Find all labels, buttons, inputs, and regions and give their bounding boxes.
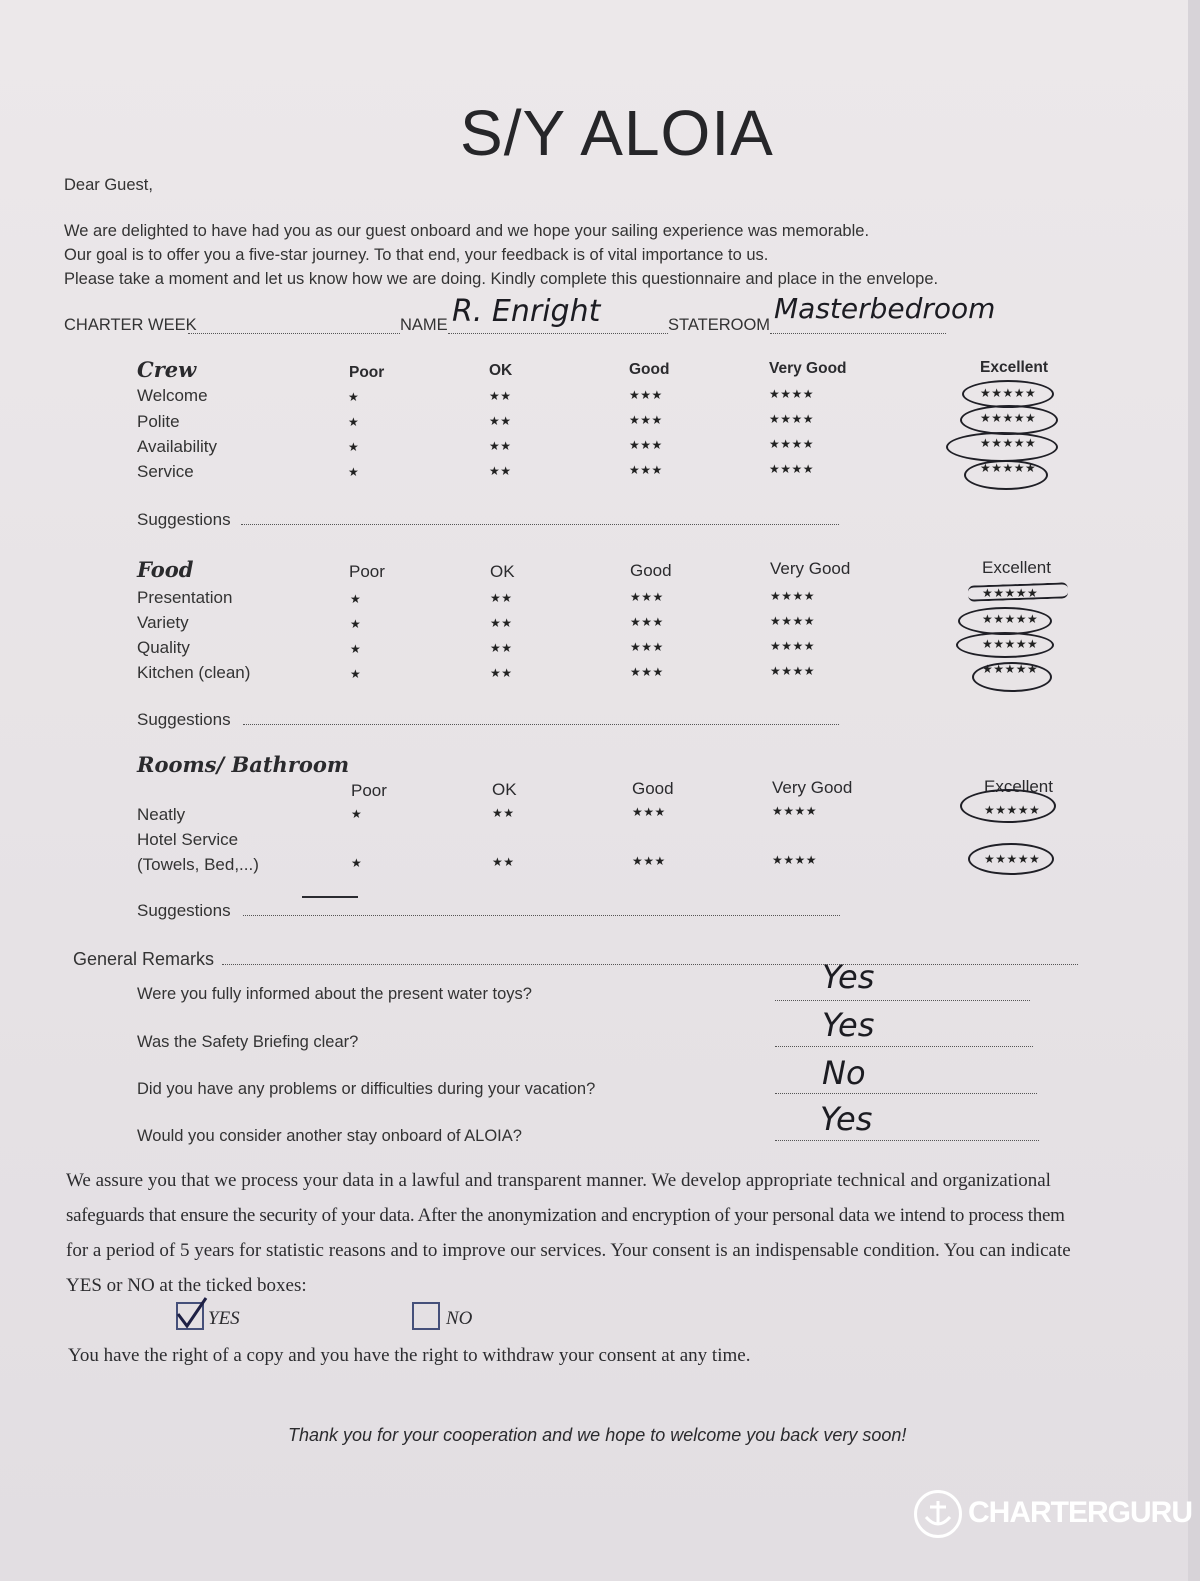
consent-yes-checkbox[interactable] [176, 1302, 204, 1330]
name-handwritten: R. Enright [452, 294, 601, 329]
crew-header-excellent: Excellent [980, 359, 1049, 376]
food-header-poor: Poor [349, 562, 385, 581]
intro-line-1: We are delighted to have had you as our guest onboard and we hope your sailing experience was memorable. [64, 222, 870, 240]
answer-field-safety-briefing[interactable] [775, 1046, 1033, 1047]
food-variety-1-star[interactable]: ★ [350, 617, 362, 631]
intro-line-2: Our goal is to offer you a five-star journey. To that end, your feedback is of vital importance to us. [64, 246, 769, 264]
question-water-toys: Were you fully informed about the present water toys? [137, 985, 532, 1003]
general-remarks-label: General Remarks [73, 949, 215, 969]
food-presentation-2-star[interactable]: ★★ [490, 591, 513, 605]
rooms-neatly-excellent-mark [960, 789, 1056, 823]
rooms-hotel-service-2-star[interactable]: ★★ [492, 855, 515, 869]
consent-yes-label: YES [208, 1308, 240, 1329]
rooms-header-good: Good [632, 779, 674, 798]
food-header-good: Good [630, 561, 672, 580]
rooms-hotel-service-3-star[interactable]: ★★★ [632, 854, 666, 868]
food-variety-excellent-mark [958, 607, 1052, 635]
consent-no-checkbox[interactable] [412, 1302, 440, 1330]
answer-water-toys: Yes [822, 958, 875, 996]
food-suggestions-label: Suggestions [137, 710, 231, 729]
general-remarks-field[interactable] [222, 964, 1078, 965]
name-field[interactable] [448, 333, 668, 334]
crew-header-poor: Poor [349, 364, 385, 381]
stateroom-handwritten: Masterbedroom [774, 292, 996, 325]
food-variety-3-star[interactable]: ★★★ [630, 615, 664, 629]
stray-pen-mark [302, 896, 358, 898]
watermark-text: CHARTERGURU [968, 1496, 1192, 1529]
crew-availability-2-star[interactable]: ★★ [489, 439, 512, 453]
privacy-line-1: We assure you that we process your data in a lawful and transparent manner. We develop appropriate technical and organizational [66, 1170, 1051, 1191]
rooms-neatly-2-star[interactable]: ★★ [492, 806, 515, 820]
privacy-line-3: for a period of 5 years for statistic reasons and to improve our services. Your consent is an indispensable condition. You can indicate [66, 1240, 1071, 1261]
question-another-stay: Would you consider another stay onboard of ALOIA? [137, 1127, 522, 1145]
rooms-header-ok: OK [492, 780, 517, 799]
rooms-suggestions-field[interactable] [243, 915, 840, 916]
food-row-presentation: Presentation [137, 588, 233, 607]
paper-edge [1188, 0, 1200, 1581]
crew-row-welcome: Welcome [137, 386, 208, 405]
privacy-line-2: safeguards that ensure the security of your data. After the anonymization and encryption of your personal data we intend to process them [66, 1205, 1065, 1226]
food-presentation-5-star[interactable]: ★★★★★ [982, 586, 1039, 600]
rooms-hotel-service-4-star[interactable]: ★★★★ [772, 853, 818, 867]
crew-polite-5-star[interactable]: ★★★★★ [980, 411, 1037, 425]
rooms-hotel-service-1-star[interactable]: ★ [351, 856, 363, 870]
answer-field-water-toys[interactable] [775, 1000, 1030, 1001]
question-problems: Did you have any problems or difficulties during your vacation? [137, 1080, 596, 1098]
rooms-row-towels-bed: (Towels, Bed,...) [137, 855, 259, 874]
crew-availability-4-star[interactable]: ★★★★ [769, 437, 815, 451]
rooms-row-hotel-service: Hotel Service [137, 830, 239, 849]
crew-service-1-star[interactable]: ★ [348, 465, 360, 479]
crew-welcome-3-star[interactable]: ★★★ [629, 388, 663, 402]
rooms-neatly-4-star[interactable]: ★★★★ [772, 804, 818, 818]
intro-line-3: Please take a moment and let us know how we are doing. Kindly complete this questionnaire and place in the envelope. [64, 270, 939, 288]
food-presentation-4-star[interactable]: ★★★★ [770, 589, 816, 603]
crew-polite-excellent-mark [960, 405, 1058, 435]
crew-availability-3-star[interactable]: ★★★ [629, 438, 663, 452]
crew-service-4-star[interactable]: ★★★★ [769, 462, 815, 476]
stateroom-label: STATEROOM [668, 316, 771, 334]
crew-welcome-excellent-mark [962, 380, 1054, 408]
food-kitchen-4-star[interactable]: ★★★★ [770, 664, 816, 678]
food-quality-4-star[interactable]: ★★★★ [770, 639, 816, 653]
name-label: NAME [400, 316, 448, 334]
privacy-rights: You have the right of a copy and you have the right to withdraw your consent at any time. [68, 1345, 751, 1366]
food-quality-excellent-mark [956, 632, 1054, 658]
food-presentation-3-star[interactable]: ★★★ [630, 590, 664, 604]
greeting: Dear Guest, [64, 176, 153, 194]
answer-field-problems[interactable] [775, 1093, 1037, 1094]
question-safety-briefing: Was the Safety Briefing clear? [137, 1033, 359, 1051]
food-variety-2-star[interactable]: ★★ [490, 616, 513, 630]
food-header-ok: OK [490, 562, 515, 581]
food-row-variety: Variety [137, 613, 189, 632]
rooms-row-neatly: Neatly [137, 805, 186, 824]
rooms-neatly-5-star[interactable]: ★★★★★ [984, 803, 1041, 817]
page-title: S/Y ALOIA [460, 97, 774, 169]
food-kitchen-3-star[interactable]: ★★★ [630, 665, 664, 679]
stateroom-field[interactable] [770, 333, 946, 334]
checkmark-icon [174, 1296, 210, 1330]
answer-field-another-stay[interactable] [775, 1140, 1039, 1141]
rooms-neatly-3-star[interactable]: ★★★ [632, 805, 666, 819]
rooms-suggestions-label: Suggestions [137, 901, 231, 920]
crew-service-5-star[interactable]: ★★★★★ [980, 461, 1037, 475]
answer-another-stay: Yes [820, 1100, 873, 1138]
crew-service-3-star[interactable]: ★★★ [629, 463, 663, 477]
crew-welcome-1-star[interactable]: ★ [348, 390, 360, 404]
food-quality-2-star[interactable]: ★★ [490, 641, 513, 655]
food-kitchen-5-star[interactable]: ★★★★★ [982, 662, 1039, 676]
privacy-line-4: YES or NO at the ticked boxes: [66, 1275, 307, 1296]
crew-header-good: Good [629, 361, 670, 378]
crew-row-service: Service [137, 462, 194, 481]
crew-welcome-4-star[interactable]: ★★★★ [769, 387, 815, 401]
food-variety-4-star[interactable]: ★★★★ [770, 614, 816, 628]
crew-availability-5-star[interactable]: ★★★★★ [980, 436, 1037, 450]
food-quality-3-star[interactable]: ★★★ [630, 640, 664, 654]
crew-section-title: Crew [137, 357, 197, 382]
rooms-header-excellent: Excellent [984, 777, 1053, 796]
crew-availability-1-star[interactable]: ★ [348, 440, 360, 454]
food-kitchen-2-star[interactable]: ★★ [490, 666, 513, 680]
consent-no-label: NO [446, 1308, 473, 1329]
rooms-header-very-good: Very Good [772, 778, 853, 797]
rooms-neatly-1-star[interactable]: ★ [351, 807, 363, 821]
crew-service-excellent-mark [964, 460, 1048, 490]
charter-week-field[interactable] [188, 333, 400, 334]
crew-service-2-star[interactable]: ★★ [489, 464, 512, 478]
crew-header-very-good: Very Good [769, 360, 847, 377]
crew-polite-3-star[interactable]: ★★★ [629, 413, 663, 427]
food-header-very-good: Very Good [770, 559, 851, 578]
crew-row-polite: Polite [137, 412, 180, 431]
food-quality-5-star[interactable]: ★★★★★ [982, 637, 1039, 651]
rooms-section-title: Rooms/ Bathroom [137, 752, 350, 777]
crew-polite-2-star[interactable]: ★★ [489, 414, 512, 428]
charter-week-label: CHARTER WEEK [64, 316, 197, 334]
food-header-excellent: Excellent [982, 558, 1051, 577]
crew-polite-4-star[interactable]: ★★★★ [769, 412, 815, 426]
food-presentation-1-star[interactable]: ★ [350, 592, 362, 606]
crew-welcome-2-star[interactable]: ★★ [489, 389, 512, 403]
food-kitchen-excellent-mark [972, 662, 1052, 692]
food-quality-1-star[interactable]: ★ [350, 642, 362, 656]
food-suggestions-field[interactable] [243, 724, 839, 725]
anchor-logo-icon [914, 1490, 962, 1538]
food-kitchen-1-star[interactable]: ★ [350, 667, 362, 681]
crew-row-availability: Availability [137, 437, 218, 456]
rooms-hotel-service-excellent-mark [968, 843, 1054, 875]
food-section-title: Food [137, 557, 194, 582]
rooms-header-poor: Poor [351, 781, 387, 800]
thank-you-note: Thank you for your cooperation and we hope to welcome you back very soon! [288, 1425, 907, 1445]
food-row-kitchen: Kitchen (clean) [137, 663, 251, 682]
crew-polite-1-star[interactable]: ★ [348, 415, 360, 429]
answer-safety-briefing: Yes [822, 1006, 875, 1044]
crew-suggestions-label: Suggestions [137, 510, 231, 529]
crew-header-ok: OK [489, 362, 513, 379]
answer-problems: No [822, 1054, 866, 1092]
food-variety-5-star[interactable]: ★★★★★ [982, 612, 1039, 626]
crew-suggestions-field[interactable] [241, 524, 839, 525]
food-row-quality: Quality [137, 638, 190, 657]
crew-welcome-5-star[interactable]: ★★★★★ [980, 386, 1037, 400]
rooms-hotel-service-5-star[interactable]: ★★★★★ [984, 852, 1041, 866]
crew-availability-excellent-mark [946, 432, 1058, 462]
